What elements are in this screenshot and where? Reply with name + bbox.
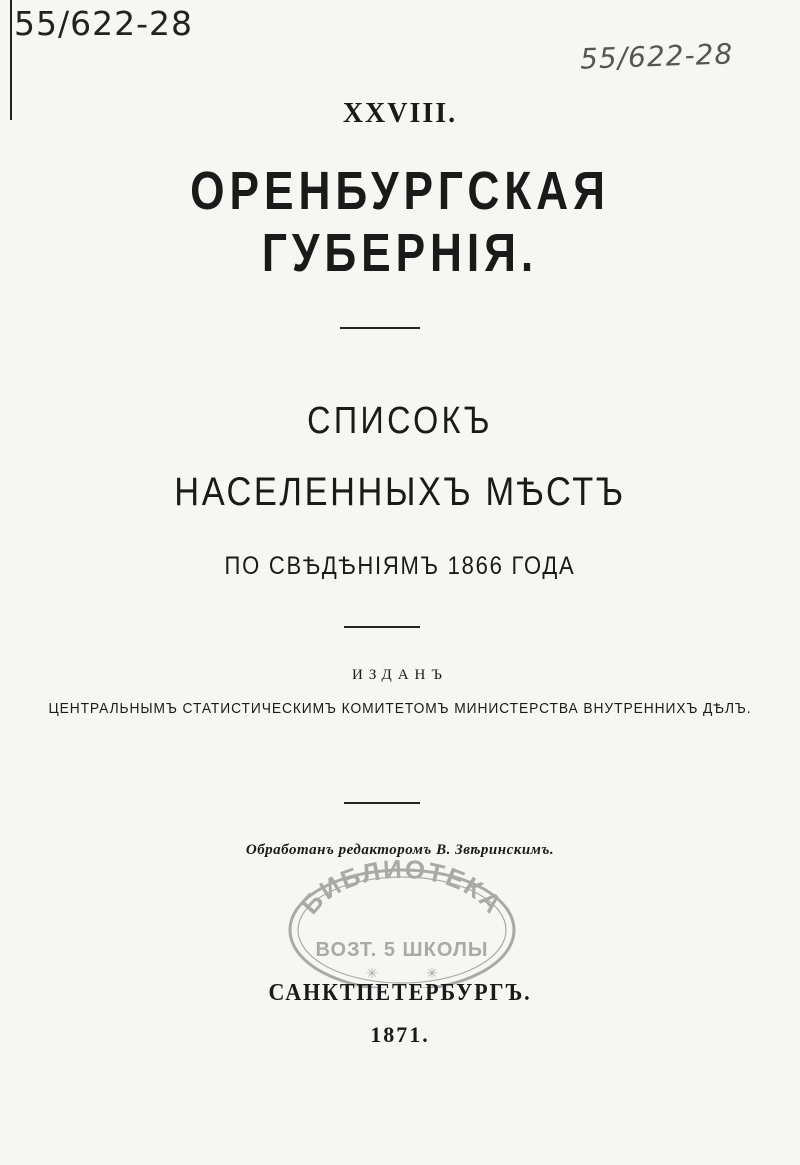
editor-line: Обработанъ редакторомъ В. Звѣринскимъ. [245, 842, 555, 858]
shelfmark-handwritten-left: 55/622-28 [14, 4, 193, 43]
divider-rule [344, 802, 420, 804]
svg-text:✳: ✳ [426, 966, 438, 982]
places-title: НАСЕЛЕННЫХЪ МѢСТЪ [174, 470, 626, 514]
library-stamp [286, 858, 518, 988]
by-data-line: ПО СВѢДѢНІЯМЪ 1866 ГОДА [224, 552, 576, 580]
divider-rule [340, 327, 420, 329]
publication-year: 1871. [370, 1022, 430, 1047]
volume-number: XXVIII. [342, 98, 458, 129]
region-title: ОРЕНБУРГСКАЯ ГУБЕРНІЯ. [190, 161, 610, 283]
publication-city: САНКТПЕТЕРБУРГЪ. [268, 980, 532, 1006]
committee-line: ЦЕНТРАЛЬНЫМЪ СТАТИСТИЧЕСКИМЪ КОМИТЕТОМЪ МИНИСТЕРСТВА ВНУТРЕННИХЪ ДѢЛЪ. [48, 700, 752, 717]
shelfmark-handwritten-right: 55/622-28 [579, 37, 734, 76]
issued-label: ИЗДАНЪ [352, 667, 448, 683]
svg-text:БИБЛИОТЕКА: БИБЛИОТЕКА [294, 858, 510, 920]
svg-text:✳: ✳ [366, 966, 378, 982]
svg-text:ВОЗТ. 5 ШКОЛЫ: ВОЗТ. 5 ШКОЛЫ [315, 939, 489, 961]
divider-rule [344, 626, 420, 628]
list-title: СПИСОКЪ [307, 400, 493, 442]
